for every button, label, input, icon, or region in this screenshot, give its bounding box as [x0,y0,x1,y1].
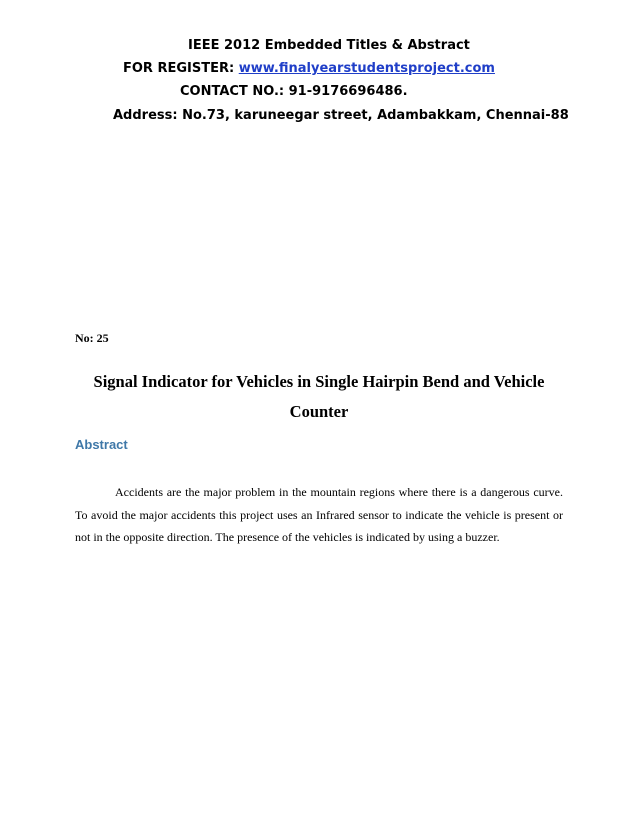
register-link[interactable]: www.finalyearstudentsproject.com [238,61,495,76]
header-contact: CONTACT NO.: 91-9176696486. [180,84,408,99]
header-title: IEEE 2012 Embedded Titles & Abstract [188,38,470,53]
header-register-line [123,61,495,77]
abstract-heading: Abstract [75,437,128,452]
abstract-body: Accidents are the major problem in the mountain regions where there is a dangerous curve. To avoid the major accidents this project uses an Infrared sensor to indicate the vehicle is present or not in the opposite direction. The presence of the vehicles is indicated by using a buzzer. [75,485,563,544]
document-number: No: 25 [75,331,109,345]
register-label: FOR REGISTER: [123,61,239,76]
header-address: Address: No.73, karuneegar street, Adambakkam, Chennai-88 [113,108,569,123]
document-title: Signal Indicator for Vehicles in Single Hairpin Bend and Vehicle Counter [93,372,545,421]
